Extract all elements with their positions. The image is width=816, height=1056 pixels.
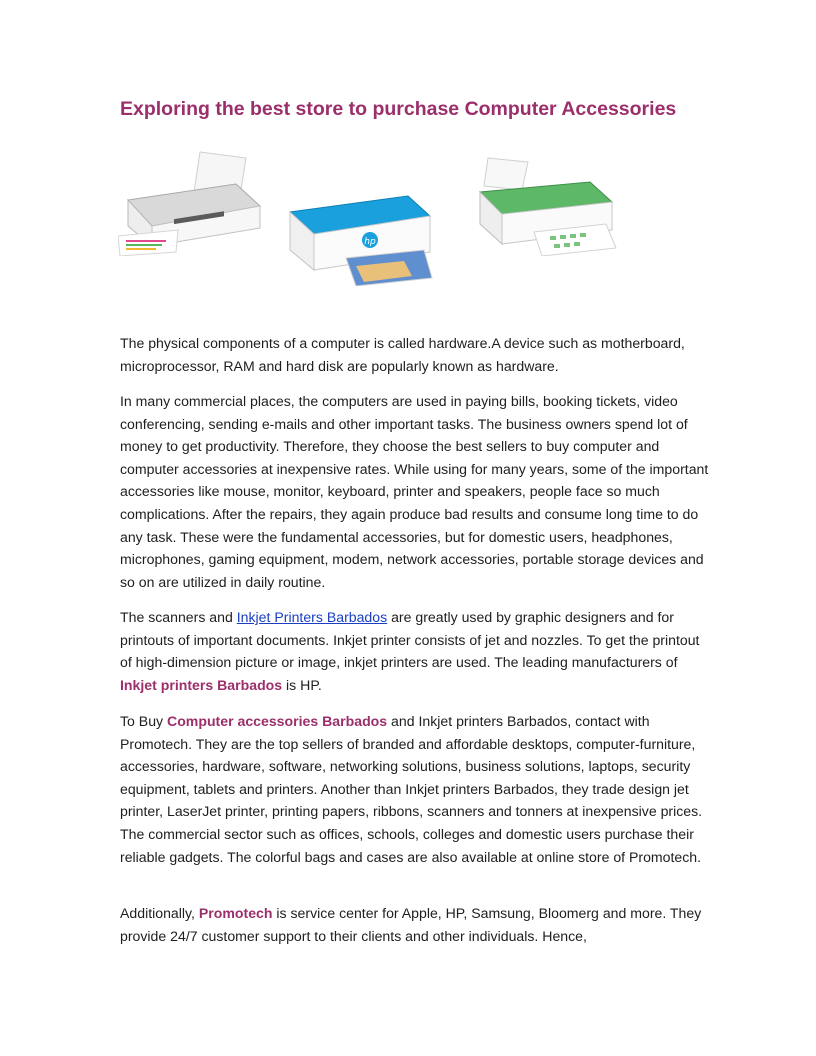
highlight-promotech: Promotech bbox=[198, 905, 273, 921]
printer-image-blue bbox=[284, 190, 436, 286]
paragraph-scanners: The scanners and Inkjet Printers Barbados are greatly used by graphic designers and for printouts of important documents. Inkjet printer consists of jet and nozzles. To get the printout of high-dimension picture or image, inkjet printers are used. The leading manufacturers of Inkjet printers Barbados is HP. bbox=[120, 609, 700, 693]
paragraph-hardware: The physical components of a computer is called hardware.A device such as motherboard, microprocessor, RAM and hard disk are popularly known as hardware. bbox=[120, 335, 685, 374]
printer-image-green bbox=[474, 152, 624, 256]
paragraph-buy-accessories: To Buy Computer accessories Barbados and Inkjet printers Barbados, contact with Promotech. They are the top sellers of branded and affordable desktops, computer-furniture, accessories, hardware, software, networking solutions, business solutions, laptops, security equipment, tablets and printers. Another than Inkjet printers Barbados, they trade design jet printer, LaserJet printer, printing papers, ribbons, scanners and tonners at inexpensive prices. The commercial sector such as offices, schools, colleges and domestic users purchase their reliable gadgets. The colorful bags and cases are also available at online store of Promotech. bbox=[120, 713, 703, 865]
paragraph-commercial-use: In many commercial places, the computers are used in paying bills, booking tickets, video conferencing, sending e-mails and other important tasks. The business owners spend lot of money to get productivity. Therefore, they choose the best sellers to buy computer and computer accessories at inexpensive rates. While using for many years, some of the important accessories like mouse, monitor, keyboard, printer and speakers, people face so much complications. After the repairs, they again produce bad results and consume long time to do any task. These were the fundamental accessories, but for domestic users, headphones, microphones, gaming equipment, modem, network accessories, portable storage devices and so on are utilized in daily routine. bbox=[120, 393, 709, 590]
paragraph-promotech-service: Additionally, Promotech is service center for Apple, HP, Samsung, Bloomerg and more. They provide 24/7 customer support to their clients and other individuals. Hence, bbox=[120, 905, 702, 944]
printer-image-gray bbox=[118, 148, 266, 256]
page-title: Exploring the best store to purchase Computer Accessories bbox=[120, 98, 677, 120]
inkjet-printers-barbados-link[interactable]: Inkjet Printers Barbados bbox=[236, 609, 388, 625]
highlight-computer-accessories: Computer accessories Barbados bbox=[167, 713, 388, 729]
svg-text:hp: hp bbox=[364, 237, 376, 247]
highlight-inkjet-printers: Inkjet printers Barbados bbox=[120, 676, 283, 693]
